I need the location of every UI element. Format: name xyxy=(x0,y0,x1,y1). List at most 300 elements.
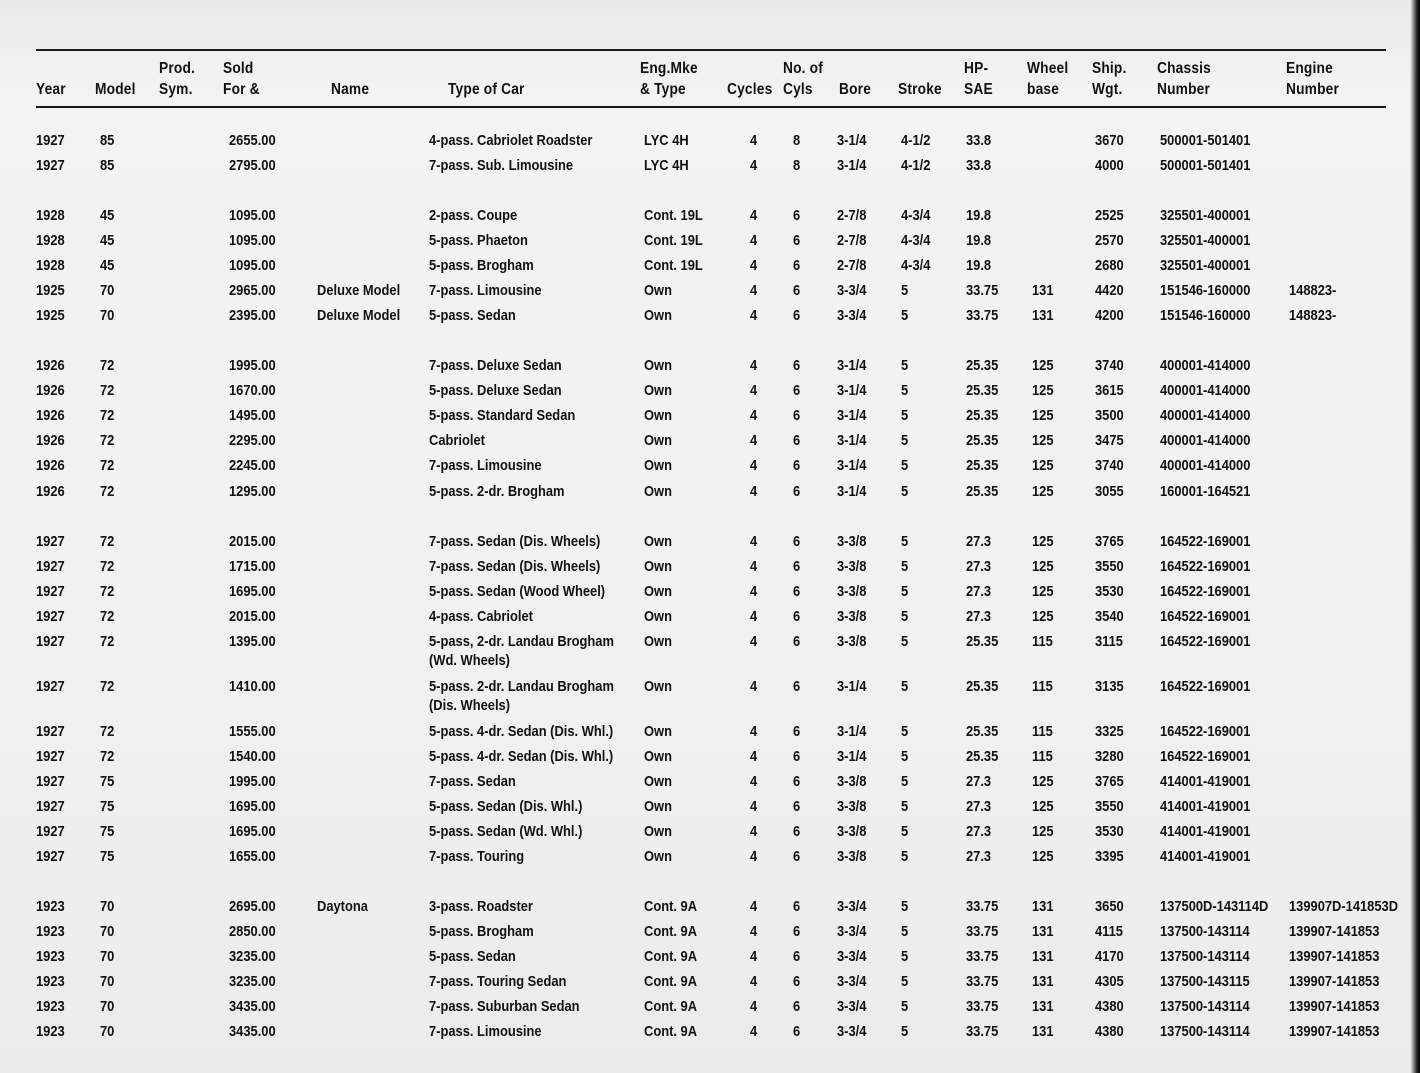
cell-sold: 1540.00 xyxy=(229,748,276,765)
cell-cycles: 4 xyxy=(750,257,758,274)
cell-year: 1928 xyxy=(36,207,65,224)
cell-chassis: 414001-419001 xyxy=(1160,798,1251,815)
cell-eng: Own xyxy=(644,848,672,865)
cell-wheel: 125 xyxy=(1032,773,1054,790)
cell-hp: 27.3 xyxy=(966,848,992,865)
cell-bore: 3-1/4 xyxy=(837,357,867,374)
cell-cycles: 4 xyxy=(750,748,758,765)
cell-wheel: 115 xyxy=(1032,633,1053,650)
cell-cycles: 4 xyxy=(750,608,758,625)
cell-cycles: 4 xyxy=(750,898,758,915)
cell-sold: 1695.00 xyxy=(229,798,276,815)
cell-wgt: 4380 xyxy=(1095,1023,1124,1040)
cell-cyls: 6 xyxy=(793,633,801,650)
cell-hp: 19.8 xyxy=(966,257,992,274)
cell-type: 5-pass. 4-dr. Sedan (Dis. Whl.) xyxy=(429,723,614,740)
cell-model: 70 xyxy=(100,282,115,299)
cell-chassis: 164522-169001 xyxy=(1160,608,1251,625)
cell-cyls: 6 xyxy=(793,457,801,474)
cell-cyls: 6 xyxy=(793,773,801,790)
cell-year: 1926 xyxy=(36,357,65,374)
cell-wgt: 3395 xyxy=(1095,848,1124,865)
cell-cyls: 6 xyxy=(793,382,801,399)
cell-model: 72 xyxy=(100,723,115,740)
cell-wheel: 125 xyxy=(1032,848,1054,865)
cell-hp: 27.3 xyxy=(966,558,992,575)
cell-cycles: 4 xyxy=(750,923,758,940)
cell-cyls: 6 xyxy=(793,483,801,500)
cell-year: 1923 xyxy=(36,1023,65,1040)
cell-eng: Own xyxy=(644,533,672,550)
cell-cyls: 6 xyxy=(793,357,801,374)
cell-sold: 1670.00 xyxy=(229,382,276,399)
cell-model: 70 xyxy=(100,898,115,915)
cell-hp: 33.75 xyxy=(966,282,999,299)
cell-hp: 25.35 xyxy=(966,407,999,424)
cell-model: 72 xyxy=(100,432,115,449)
cell-eng: Cont. 9A xyxy=(644,973,698,990)
cell-type: (Wd. Wheels) xyxy=(429,652,510,669)
cell-year: 1927 xyxy=(36,823,65,840)
cell-sold: 1655.00 xyxy=(229,848,276,865)
cell-wheel: 131 xyxy=(1032,923,1054,940)
cell-model: 45 xyxy=(100,257,115,274)
cell-stroke: 5 xyxy=(901,357,909,374)
cell-wheel: 115 xyxy=(1032,748,1053,765)
cell-sold: 2655.00 xyxy=(229,132,276,149)
column-header: Bore xyxy=(839,81,872,98)
cell-sold: 2015.00 xyxy=(229,608,276,625)
cell-wheel: 131 xyxy=(1032,282,1054,299)
cell-type: 5-pass. Deluxe Sedan xyxy=(429,382,562,399)
cell-stroke: 5 xyxy=(901,457,909,474)
column-header: Type of Car xyxy=(448,81,525,98)
cell-stroke: 5 xyxy=(901,633,909,650)
cell-year: 1926 xyxy=(36,382,65,399)
cell-model: 70 xyxy=(100,998,115,1015)
cell-stroke: 5 xyxy=(901,307,909,324)
cell-type: 5-pass. Sedan (Wood Wheel) xyxy=(429,583,606,600)
cell-sold: 1555.00 xyxy=(229,723,276,740)
cell-sold: 1995.00 xyxy=(229,357,276,374)
cell-model: 72 xyxy=(100,382,115,399)
cell-cycles: 4 xyxy=(750,973,758,990)
column-header: Number xyxy=(1286,81,1340,98)
cell-year: 1926 xyxy=(36,432,65,449)
cell-type: 7-pass. Suburban Sedan xyxy=(429,998,580,1015)
cell-stroke: 5 xyxy=(901,432,909,449)
cell-hp: 27.3 xyxy=(966,533,992,550)
cell-cycles: 4 xyxy=(750,723,758,740)
column-header: Engine xyxy=(1286,60,1333,77)
cell-year: 1927 xyxy=(36,678,65,695)
cell-year: 1926 xyxy=(36,457,65,474)
cell-sold: 1695.00 xyxy=(229,583,276,600)
cell-stroke: 5 xyxy=(901,382,909,399)
cell-wheel: 125 xyxy=(1032,432,1054,449)
cell-hp: 25.35 xyxy=(966,723,999,740)
cell-wgt: 3540 xyxy=(1095,608,1124,625)
cell-chassis: 164522-169001 xyxy=(1160,678,1251,695)
cell-cycles: 4 xyxy=(750,432,758,449)
cell-bore: 3-1/4 xyxy=(837,457,867,474)
cell-wgt: 2570 xyxy=(1095,232,1124,249)
cell-cycles: 4 xyxy=(750,948,758,965)
cell-chassis: 400001-414000 xyxy=(1160,357,1251,374)
cell-type: 5-pass. Sedan (Wd. Whl.) xyxy=(429,823,583,840)
cell-year: 1923 xyxy=(36,948,65,965)
cell-name: Deluxe Model xyxy=(317,307,401,324)
cell-wgt: 3765 xyxy=(1095,773,1124,790)
cell-wheel: 125 xyxy=(1032,357,1054,374)
cell-cyls: 6 xyxy=(793,307,801,324)
cell-cycles: 4 xyxy=(750,232,758,249)
cell-wgt: 3500 xyxy=(1095,407,1124,424)
cell-stroke: 5 xyxy=(901,998,909,1015)
cell-type: 2-pass. Coupe xyxy=(429,207,518,224)
cell-year: 1927 xyxy=(36,558,65,575)
cell-stroke: 5 xyxy=(901,1023,909,1040)
cell-chassis: 151546-160000 xyxy=(1160,307,1251,324)
cell-wgt: 3475 xyxy=(1095,432,1124,449)
cell-eng: Own xyxy=(644,678,672,695)
cell-bore: 3-3/8 xyxy=(837,798,867,815)
cell-bore: 3-1/4 xyxy=(837,407,867,424)
cell-chassis: 500001-501401 xyxy=(1160,157,1251,174)
cell-stroke: 5 xyxy=(901,723,909,740)
cell-type: 5-pass. 2-dr. Landau Brogham xyxy=(429,678,614,695)
cell-model: 75 xyxy=(100,798,115,815)
cell-eng: LYC 4H xyxy=(644,157,689,174)
cell-hp: 19.8 xyxy=(966,232,992,249)
cell-eng: Own xyxy=(644,773,672,790)
column-header: Name xyxy=(331,81,370,98)
cell-year: 1923 xyxy=(36,973,65,990)
cell-wheel: 131 xyxy=(1032,307,1054,324)
cell-wgt: 3550 xyxy=(1095,798,1124,815)
cell-wgt: 3530 xyxy=(1095,823,1124,840)
cell-type: Cabriolet xyxy=(429,432,485,449)
cell-hp: 33.75 xyxy=(966,998,999,1015)
cell-bore: 3-3/8 xyxy=(837,608,867,625)
cell-eng: Own xyxy=(644,382,672,399)
cell-eng: Own xyxy=(644,558,672,575)
cell-stroke: 5 xyxy=(901,483,909,500)
cell-year: 1928 xyxy=(36,232,65,249)
column-header: Eng.Mke xyxy=(640,60,698,77)
cell-chassis: 414001-419001 xyxy=(1160,848,1251,865)
cell-wheel: 125 xyxy=(1032,483,1054,500)
cell-cyls: 6 xyxy=(793,898,801,915)
cell-eng: Own xyxy=(644,748,672,765)
cell-sold: 1295.00 xyxy=(229,483,276,500)
cell-engine: 148823- xyxy=(1289,282,1337,299)
cell-eng: Own xyxy=(644,583,672,600)
cell-stroke: 4-1/2 xyxy=(901,132,931,149)
cell-cyls: 6 xyxy=(793,257,801,274)
cell-stroke: 5 xyxy=(901,558,909,575)
cell-model: 72 xyxy=(100,583,115,600)
cell-model: 75 xyxy=(100,773,115,790)
cell-chassis: 164522-169001 xyxy=(1160,723,1251,740)
cell-bore: 3-1/4 xyxy=(837,723,867,740)
cell-year: 1927 xyxy=(36,608,65,625)
cell-bore: 3-1/4 xyxy=(837,382,867,399)
cell-year: 1927 xyxy=(36,848,65,865)
cell-type: 5-pass. Sedan xyxy=(429,948,516,965)
cell-eng: Own xyxy=(644,608,672,625)
cell-cyls: 6 xyxy=(793,923,801,940)
cell-wgt: 3280 xyxy=(1095,748,1124,765)
cell-wgt: 4000 xyxy=(1095,157,1124,174)
cell-wheel: 115 xyxy=(1032,678,1053,695)
cell-chassis: 137500-143114 xyxy=(1160,998,1250,1015)
cell-wheel: 131 xyxy=(1032,998,1054,1015)
cell-stroke: 4-1/2 xyxy=(901,157,931,174)
cell-cyls: 6 xyxy=(793,232,801,249)
cell-sold: 1095.00 xyxy=(229,232,276,249)
cell-sold: 2395.00 xyxy=(229,307,276,324)
cell-eng: Cont. 9A xyxy=(644,948,698,965)
cell-type: 5-pass. Brogham xyxy=(429,257,534,274)
cell-cycles: 4 xyxy=(750,407,758,424)
cell-hp: 25.35 xyxy=(966,457,999,474)
cell-chassis: 414001-419001 xyxy=(1160,823,1251,840)
cell-stroke: 5 xyxy=(901,773,909,790)
cell-cyls: 6 xyxy=(793,798,801,815)
column-header: Wheel xyxy=(1027,60,1069,77)
cell-hp: 25.35 xyxy=(966,357,999,374)
cell-stroke: 5 xyxy=(901,923,909,940)
cell-type: 7-pass. Sedan (Dis. Wheels) xyxy=(429,533,601,550)
cell-year: 1923 xyxy=(36,923,65,940)
cell-model: 72 xyxy=(100,558,115,575)
cell-eng: Cont. 9A xyxy=(644,898,698,915)
cell-wgt: 3765 xyxy=(1095,533,1124,550)
cell-cycles: 4 xyxy=(750,823,758,840)
cell-stroke: 5 xyxy=(901,282,909,299)
cell-chassis: 164522-169001 xyxy=(1160,633,1251,650)
cell-hp: 27.3 xyxy=(966,583,992,600)
cell-type: 7-pass. Sub. Limousine xyxy=(429,157,574,174)
cell-wgt: 3550 xyxy=(1095,558,1124,575)
column-header: Cycles xyxy=(727,81,773,98)
column-header: Model xyxy=(95,81,136,98)
cell-type: 7-pass. Sedan (Dis. Wheels) xyxy=(429,558,601,575)
cell-wheel: 125 xyxy=(1032,583,1054,600)
cell-year: 1927 xyxy=(36,633,65,650)
cell-name: Daytona xyxy=(317,898,368,915)
cell-wheel: 131 xyxy=(1032,948,1054,965)
column-header: For & xyxy=(223,81,260,98)
cell-cycles: 4 xyxy=(750,382,758,399)
cell-type: 7-pass. Limousine xyxy=(429,282,542,299)
cell-wheel: 131 xyxy=(1032,1023,1054,1040)
cell-hp: 27.3 xyxy=(966,773,992,790)
cell-model: 75 xyxy=(100,848,115,865)
column-header: Cyls xyxy=(783,81,813,98)
cell-model: 85 xyxy=(100,132,115,149)
cell-chassis: 160001-164521 xyxy=(1160,483,1251,500)
cell-wgt: 4115 xyxy=(1095,923,1123,940)
cell-wgt: 3530 xyxy=(1095,583,1124,600)
cell-year: 1925 xyxy=(36,282,65,299)
cell-wheel: 125 xyxy=(1032,533,1054,550)
cell-stroke: 5 xyxy=(901,948,909,965)
cell-year: 1926 xyxy=(36,407,65,424)
cell-sold: 2245.00 xyxy=(229,457,276,474)
cell-cycles: 4 xyxy=(750,583,758,600)
cell-cyls: 6 xyxy=(793,1023,801,1040)
cell-stroke: 5 xyxy=(901,898,909,915)
cell-chassis: 400001-414000 xyxy=(1160,407,1251,424)
cell-model: 70 xyxy=(100,948,115,965)
cell-stroke: 4-3/4 xyxy=(901,257,931,274)
cell-hp: 33.75 xyxy=(966,923,999,940)
cell-stroke: 5 xyxy=(901,678,909,695)
cell-wgt: 4170 xyxy=(1095,948,1124,965)
cell-stroke: 5 xyxy=(901,533,909,550)
cell-eng: Cont. 19L xyxy=(644,207,703,224)
cell-type: 5-pass. Standard Sedan xyxy=(429,407,576,424)
cell-hp: 25.35 xyxy=(966,483,999,500)
cell-chassis: 164522-169001 xyxy=(1160,558,1251,575)
cell-sold: 1995.00 xyxy=(229,773,276,790)
cell-eng: Own xyxy=(644,723,672,740)
cell-wheel: 125 xyxy=(1032,457,1054,474)
cell-wheel: 125 xyxy=(1032,608,1054,625)
cell-type: 7-pass. Sedan xyxy=(429,773,516,790)
cell-chassis: 414001-419001 xyxy=(1160,773,1251,790)
cell-hp: 33.8 xyxy=(966,132,992,149)
cell-cycles: 4 xyxy=(750,558,758,575)
cell-model: 45 xyxy=(100,207,115,224)
cell-type: 4-pass. Cabriolet xyxy=(429,608,533,625)
cell-chassis: 325501-400001 xyxy=(1160,207,1251,224)
cell-hp: 27.3 xyxy=(966,798,992,815)
cell-eng: Own xyxy=(644,407,672,424)
cell-year: 1927 xyxy=(36,798,65,815)
cell-cycles: 4 xyxy=(750,678,758,695)
cell-eng: Cont. 19L xyxy=(644,232,703,249)
cell-eng: Own xyxy=(644,282,672,299)
cell-model: 75 xyxy=(100,823,115,840)
cell-chassis: 164522-169001 xyxy=(1160,533,1251,550)
cell-wgt: 3325 xyxy=(1095,723,1124,740)
cell-wheel: 125 xyxy=(1032,407,1054,424)
cell-stroke: 5 xyxy=(901,848,909,865)
cell-chassis: 500001-501401 xyxy=(1160,132,1251,149)
cell-model: 72 xyxy=(100,678,115,695)
cell-sold: 1395.00 xyxy=(229,633,276,650)
cell-engine: 139907D-141853D xyxy=(1289,898,1399,915)
cell-wheel: 115 xyxy=(1032,723,1053,740)
cell-sold: 2850.00 xyxy=(229,923,276,940)
cell-eng: Own xyxy=(644,307,672,324)
cell-sold: 1715.00 xyxy=(229,558,276,575)
cell-bore: 2-7/8 xyxy=(837,232,867,249)
cell-type: 5-pass. Sedan (Dis. Whl.) xyxy=(429,798,583,815)
cell-hp: 33.75 xyxy=(966,1023,999,1040)
cell-bore: 3-3/8 xyxy=(837,533,867,550)
cell-bore: 3-3/4 xyxy=(837,948,867,965)
cell-hp: 33.8 xyxy=(966,157,992,174)
cell-chassis: 137500-143115 xyxy=(1160,973,1250,990)
cell-stroke: 5 xyxy=(901,608,909,625)
column-header: HP- xyxy=(964,60,989,77)
cell-sold: 1695.00 xyxy=(229,823,276,840)
cell-hp: 33.75 xyxy=(966,973,999,990)
cell-cyls: 6 xyxy=(793,748,801,765)
cell-bore: 3-3/8 xyxy=(837,848,867,865)
cell-wgt: 3115 xyxy=(1095,633,1123,650)
cell-cycles: 4 xyxy=(750,848,758,865)
column-header: Number xyxy=(1157,81,1211,98)
cell-wheel: 125 xyxy=(1032,798,1054,815)
cell-year: 1925 xyxy=(36,307,65,324)
cell-cyls: 6 xyxy=(793,282,801,299)
cell-bore: 3-1/4 xyxy=(837,678,867,695)
cell-sold: 2695.00 xyxy=(229,898,276,915)
cell-wgt: 3670 xyxy=(1095,132,1124,149)
cell-wheel: 125 xyxy=(1032,823,1054,840)
column-header: Chassis xyxy=(1157,60,1211,77)
cell-wgt: 3740 xyxy=(1095,357,1124,374)
cell-wgt: 3650 xyxy=(1095,898,1124,915)
cell-cyls: 6 xyxy=(793,998,801,1015)
cell-model: 72 xyxy=(100,608,115,625)
cell-model: 70 xyxy=(100,307,115,324)
cell-chassis: 164522-169001 xyxy=(1160,583,1251,600)
cell-eng: Cont. 19L xyxy=(644,257,703,274)
cell-stroke: 5 xyxy=(901,583,909,600)
cell-cyls: 8 xyxy=(793,157,801,174)
cell-model: 70 xyxy=(100,923,115,940)
cell-cyls: 6 xyxy=(793,848,801,865)
cell-bore: 3-3/4 xyxy=(837,307,867,324)
column-header: Year xyxy=(36,81,66,98)
cell-type: 7-pass. Touring Sedan xyxy=(429,973,567,990)
cell-cycles: 4 xyxy=(750,132,758,149)
cell-stroke: 4-3/4 xyxy=(901,207,931,224)
cell-cyls: 6 xyxy=(793,407,801,424)
cell-cyls: 6 xyxy=(793,973,801,990)
cell-wheel: 131 xyxy=(1032,898,1054,915)
cell-sold: 1095.00 xyxy=(229,207,276,224)
cell-chassis: 151546-160000 xyxy=(1160,282,1251,299)
cell-cyls: 8 xyxy=(793,132,801,149)
cell-year: 1923 xyxy=(36,998,65,1015)
cell-bore: 3-1/4 xyxy=(837,157,867,174)
cell-engine: 139907-141853 xyxy=(1289,1023,1380,1040)
cell-cycles: 4 xyxy=(750,483,758,500)
cell-bore: 3-3/4 xyxy=(837,998,867,1015)
cell-bore: 3-1/4 xyxy=(837,748,867,765)
cell-eng: Own xyxy=(644,483,672,500)
cell-stroke: 5 xyxy=(901,798,909,815)
cell-eng: Own xyxy=(644,457,672,474)
cell-bore: 3-1/4 xyxy=(837,483,867,500)
cell-cycles: 4 xyxy=(750,282,758,299)
cell-model: 72 xyxy=(100,633,115,650)
cell-year: 1928 xyxy=(36,257,65,274)
column-header: Wgt. xyxy=(1092,81,1123,98)
header-rule xyxy=(36,106,1386,108)
cell-chassis: 164522-169001 xyxy=(1160,748,1251,765)
cell-hp: 19.8 xyxy=(966,207,992,224)
page-edge xyxy=(1410,0,1420,1073)
cell-cyls: 6 xyxy=(793,948,801,965)
